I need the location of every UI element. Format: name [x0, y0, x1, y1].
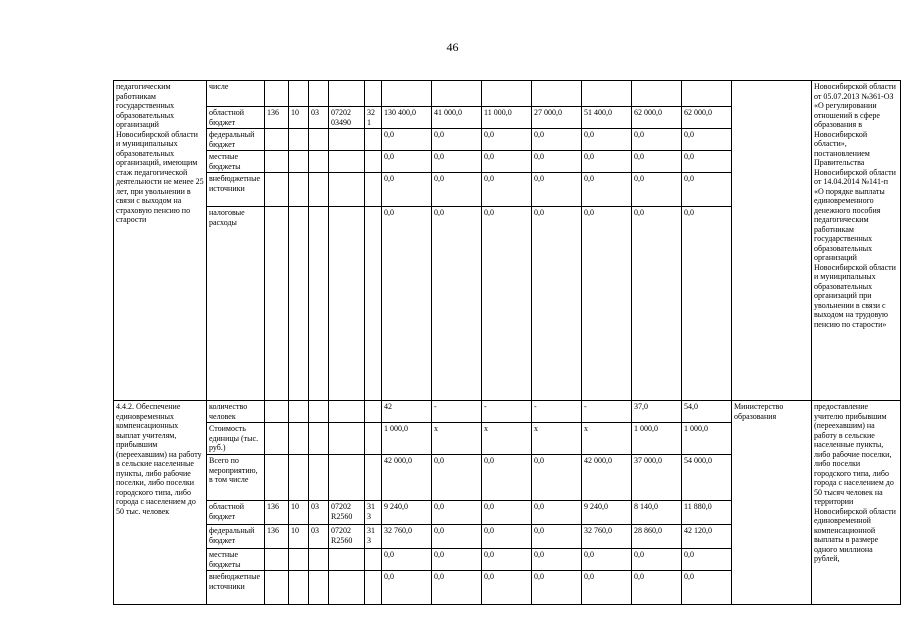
target-item-cell: 07202 03490	[329, 107, 365, 129]
executor-cell: Министерство образования	[732, 401, 812, 605]
target-item-cell	[329, 401, 365, 423]
expense-type-cell	[365, 151, 382, 173]
page-number: 46	[446, 40, 459, 54]
funding-source-cell: числе	[207, 81, 265, 107]
value-cell: 0,0	[532, 173, 582, 207]
value-cell: 41 000,0	[432, 107, 482, 129]
section-code-cell	[289, 173, 309, 207]
value-cell: 42	[382, 401, 432, 423]
funding-source-cell: налоговые расходы	[207, 207, 265, 401]
target-item-cell	[329, 455, 365, 501]
section-code-cell	[289, 571, 309, 605]
value-cell: -	[582, 401, 632, 423]
value-cell: 0,0	[532, 207, 582, 401]
value-cell: 62 000,0	[632, 107, 682, 129]
expected-result-cell: предоставление учителю прибывшим (переехавшим) на работу в сельские населенные пункты, либо рабочие поселки, либо поселки городского типа, либо города с населением до 50 тысяч человек на территории Новосибирской области единовременной компенсационной выплаты в размере одного миллиона рублей,	[812, 401, 901, 605]
grbs-cell: 136	[265, 525, 289, 549]
table-row	[114, 81, 901, 107]
value-cell: -	[432, 401, 482, 423]
value-cell: 8 140,0	[632, 501, 682, 525]
target-item-cell: 07202 R2560	[329, 501, 365, 525]
target-item-cell	[329, 549, 365, 571]
value-cell: х	[482, 423, 532, 455]
expense-type-cell	[365, 549, 382, 571]
value-cell: 0,0	[432, 571, 482, 605]
value-cell: 0,0	[682, 151, 732, 173]
expense-type-cell: 31 3	[365, 525, 382, 549]
target-item-cell	[329, 207, 365, 401]
value-cell: 1 000,0	[382, 423, 432, 455]
grbs-cell	[265, 423, 289, 455]
funding-source-cell: федеральный бюджет	[207, 525, 265, 549]
value-cell: х	[432, 423, 482, 455]
value-cell: 1 000,0	[632, 423, 682, 455]
value-cell: -	[482, 401, 532, 423]
value-cell	[532, 81, 582, 107]
value-cell: 0,0	[532, 571, 582, 605]
value-cell: 0,0	[382, 549, 432, 571]
value-cell: 0,0	[582, 173, 632, 207]
measure-name-cell: педагогическим работникам государственных образовательных организаций Новосибирской области и муниципальных образовательных организаций, имеющим стаж педагогической деятельности не менее 25 лет, при увольнении в связи с выходом на страховую пенсию по старости	[114, 81, 207, 401]
grbs-cell	[265, 401, 289, 423]
value-cell: 0,0	[632, 129, 682, 151]
value-cell: 0,0	[582, 549, 632, 571]
value-cell	[582, 81, 632, 107]
value-cell: 0,0	[582, 571, 632, 605]
value-cell: 0,0	[432, 173, 482, 207]
value-cell: 0,0	[482, 571, 532, 605]
value-cell: 32 760,0	[582, 525, 632, 549]
grbs-cell	[265, 81, 289, 107]
value-cell: 0,0	[482, 151, 532, 173]
value-cell: 0,0	[682, 207, 732, 401]
target-item-cell	[329, 173, 365, 207]
value-cell: 27 000,0	[532, 107, 582, 129]
value-cell: 0,0	[482, 549, 532, 571]
section-code-cell	[289, 81, 309, 107]
section-code-cell	[289, 423, 309, 455]
value-cell: х	[532, 423, 582, 455]
value-cell: 62 000,0	[682, 107, 732, 129]
grbs-cell	[265, 549, 289, 571]
value-cell: 0,0	[432, 151, 482, 173]
value-cell: 0,0	[482, 455, 532, 501]
value-cell: х	[582, 423, 632, 455]
funding-source-cell: внебюджетные источники	[207, 173, 265, 207]
value-cell: 130 400,0	[382, 107, 432, 129]
value-cell: 32 760,0	[382, 525, 432, 549]
value-cell: 37,0	[632, 401, 682, 423]
section-code-cell	[289, 455, 309, 501]
value-cell: 0,0	[432, 129, 482, 151]
value-cell: 0,0	[482, 129, 532, 151]
target-item-cell	[329, 129, 365, 151]
value-cell: 0,0	[532, 501, 582, 525]
subsection-code-cell	[309, 401, 329, 423]
value-cell: 0,0	[382, 151, 432, 173]
value-cell: 0,0	[632, 151, 682, 173]
funding-source-cell: внебюджетные источники	[207, 571, 265, 605]
funding-source-cell: Всего по мероприятию, в том числе	[207, 455, 265, 501]
subsection-code-cell	[309, 207, 329, 401]
funding-source-cell: количество человек	[207, 401, 265, 423]
value-cell: 0,0	[582, 151, 632, 173]
value-cell: 0,0	[532, 455, 582, 501]
value-cell: 0,0	[482, 525, 532, 549]
section-code-cell	[289, 129, 309, 151]
section-code-cell	[289, 549, 309, 571]
grbs-cell	[265, 129, 289, 151]
value-cell: 0,0	[532, 129, 582, 151]
subsection-code-cell: 03	[309, 107, 329, 129]
value-cell: 42 000,0	[382, 455, 432, 501]
grbs-cell	[265, 173, 289, 207]
section-code-cell: 10	[289, 501, 309, 525]
value-cell: 9 240,0	[382, 501, 432, 525]
subsection-code-cell	[309, 571, 329, 605]
value-cell: 0,0	[582, 207, 632, 401]
value-cell: 9 240,0	[582, 501, 632, 525]
section-code-cell: 10	[289, 107, 309, 129]
value-cell: 0,0	[382, 207, 432, 401]
value-cell: 0,0	[682, 129, 732, 151]
grbs-cell: 136	[265, 501, 289, 525]
expense-type-cell: 32 1	[365, 107, 382, 129]
expected-result-cell: Новосибирской области от 05.07.2013 №361-ОЗ «О регулировании отношений в сфере образования в Новосибирской области», постановлением Правительства Новосибирской области от 14.04.2014 №141-п «О порядке выплаты единовременного денежного пособия педагогическим работникам государственных образовательных организаций Новосибирской области и муниципальных образовательных организаций при увольнении в связи с выходом на трудовую пенсию по старости»	[812, 81, 901, 401]
value-cell: 11 000,0	[482, 107, 532, 129]
value-cell: 0,0	[482, 501, 532, 525]
value-cell	[432, 81, 482, 107]
section-code-cell	[289, 401, 309, 423]
expense-type-cell	[365, 81, 382, 107]
value-cell: 28 860,0	[632, 525, 682, 549]
subsection-code-cell: 03	[309, 525, 329, 549]
value-cell: 0,0	[532, 525, 582, 549]
value-cell: 0,0	[582, 129, 632, 151]
subsection-code-cell	[309, 549, 329, 571]
value-cell: 0,0	[682, 549, 732, 571]
value-cell: 1 000,0	[682, 423, 732, 455]
funding-source-cell: областной бюджет	[207, 501, 265, 525]
value-cell: 0,0	[632, 571, 682, 605]
expense-type-cell	[365, 129, 382, 151]
grbs-cell	[265, 571, 289, 605]
funding-source-cell: Стоимость единицы (тыс. руб.)	[207, 423, 265, 455]
expense-type-cell	[365, 571, 382, 605]
funding-source-cell: федеральный бюджет	[207, 129, 265, 151]
value-cell	[482, 81, 532, 107]
expense-type-cell	[365, 207, 382, 401]
subsection-code-cell	[309, 81, 329, 107]
value-cell: 42 000,0	[582, 455, 632, 501]
subsection-code-cell: 03	[309, 501, 329, 525]
value-cell: 0,0	[482, 207, 532, 401]
subsection-code-cell	[309, 455, 329, 501]
value-cell: 0,0	[682, 571, 732, 605]
expense-type-cell	[365, 423, 382, 455]
value-cell: 0,0	[482, 173, 532, 207]
subsection-code-cell	[309, 173, 329, 207]
funding-source-cell: областной бюджет	[207, 107, 265, 129]
value-cell: -	[532, 401, 582, 423]
value-cell: 0,0	[632, 549, 682, 571]
value-cell	[382, 81, 432, 107]
value-cell	[682, 81, 732, 107]
expense-type-cell	[365, 173, 382, 207]
value-cell	[632, 81, 682, 107]
value-cell: 0,0	[382, 129, 432, 151]
executor-cell	[732, 81, 812, 401]
expense-type-cell	[365, 455, 382, 501]
expense-type-cell: 31 3	[365, 501, 382, 525]
grbs-cell	[265, 455, 289, 501]
value-cell: 0,0	[432, 501, 482, 525]
value-cell: 54 000,0	[682, 455, 732, 501]
funding-source-cell: местные бюджеты	[207, 549, 265, 571]
funding-source-cell: местные бюджеты	[207, 151, 265, 173]
value-cell: 0,0	[432, 207, 482, 401]
grbs-cell: 136	[265, 107, 289, 129]
value-cell: 42 120,0	[682, 525, 732, 549]
value-cell: 11 880,0	[682, 501, 732, 525]
grbs-cell	[265, 151, 289, 173]
subsection-code-cell	[309, 423, 329, 455]
value-cell: 0,0	[432, 525, 482, 549]
value-cell: 0,0	[382, 571, 432, 605]
value-cell: 51 400,0	[582, 107, 632, 129]
table-row	[114, 401, 901, 423]
value-cell: 54,0	[682, 401, 732, 423]
value-cell: 0,0	[632, 173, 682, 207]
measure-name-cell: 4.4.2. Обеспечение единовременных компенсационных выплат учителям, прибывшим (переехавшим) на работу в сельские населенные пункты, либо рабочие поселки, либо поселки городского типа, либо города с населением до 50 тыс. человек	[114, 401, 207, 605]
target-item-cell	[329, 571, 365, 605]
target-item-cell	[329, 423, 365, 455]
value-cell: 0,0	[682, 173, 732, 207]
value-cell: 0,0	[382, 173, 432, 207]
program-table	[113, 80, 901, 605]
subsection-code-cell	[309, 151, 329, 173]
target-item-cell: 07202 R2560	[329, 525, 365, 549]
target-item-cell	[329, 151, 365, 173]
subsection-code-cell	[309, 129, 329, 151]
value-cell: 0,0	[632, 207, 682, 401]
grbs-cell	[265, 207, 289, 401]
section-code-cell	[289, 207, 309, 401]
expense-type-cell	[365, 401, 382, 423]
target-item-cell	[329, 81, 365, 107]
value-cell: 0,0	[432, 455, 482, 501]
value-cell: 0,0	[532, 549, 582, 571]
value-cell: 0,0	[532, 151, 582, 173]
value-cell: 0,0	[432, 549, 482, 571]
value-cell: 37 000,0	[632, 455, 682, 501]
section-code-cell: 10	[289, 525, 309, 549]
section-code-cell	[289, 151, 309, 173]
